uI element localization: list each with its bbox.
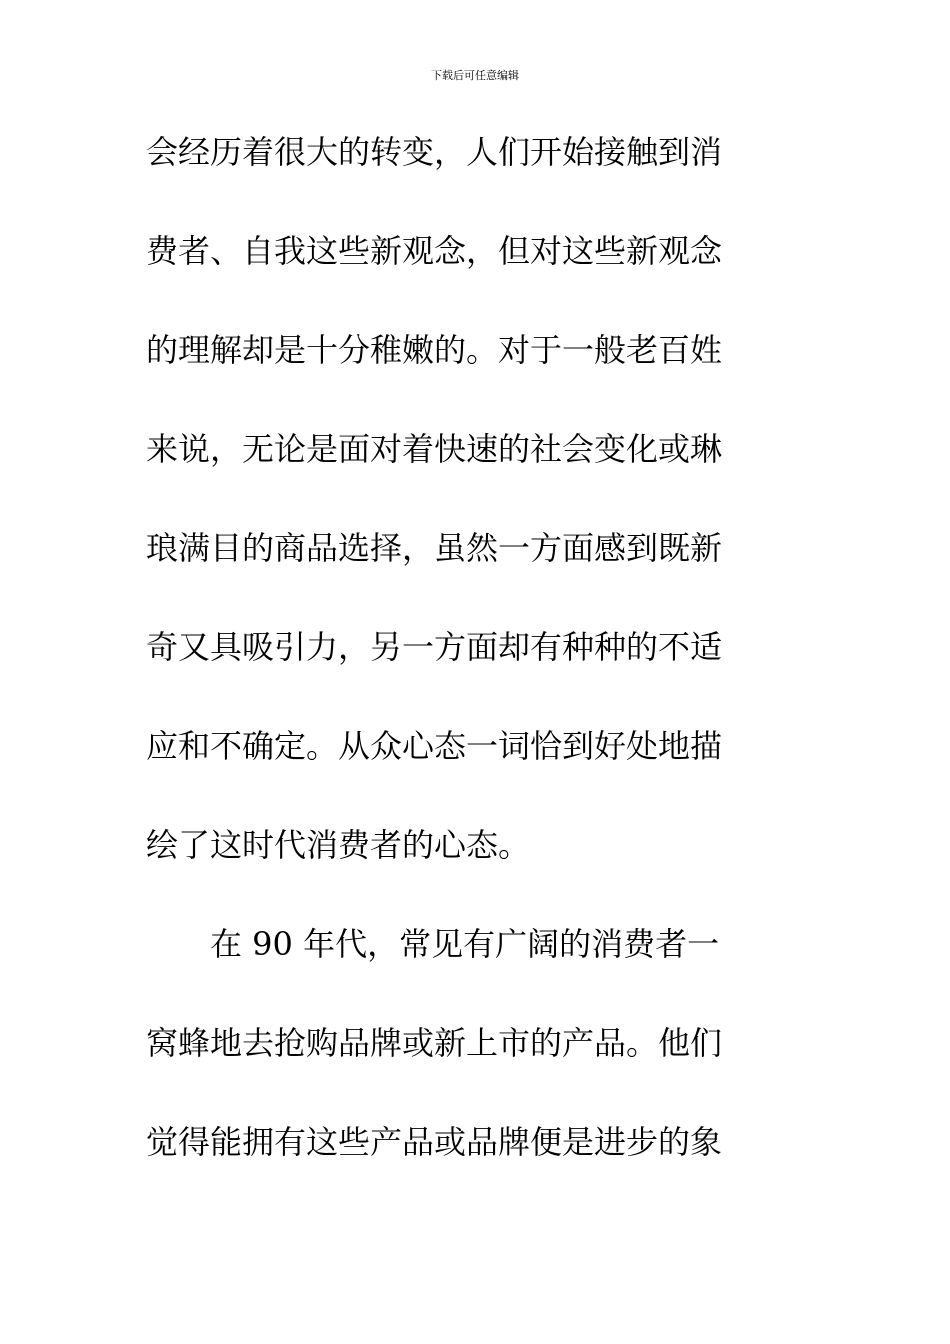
- text-line: 费者、自我这些新观念，但对这些新观念: [146, 232, 723, 270]
- paragraph-start-line: 在 90 年代，常见有广阔的消费者一: [146, 925, 720, 963]
- page-header-note: 下载后可任意编辑: [431, 69, 519, 82]
- text-line: 琅满目的商品选择，虽然一方面感到既新: [146, 529, 723, 567]
- text-line: 来说，无论是面对着快速的社会变化或琳: [146, 430, 723, 468]
- text-line: 绘了这时代消费者的心态。: [146, 826, 531, 864]
- text-line: 的理解却是十分稚嫩的。对于一般老百姓: [146, 331, 723, 369]
- document-body: [146, 128, 786, 1217]
- text-line: 觉得能拥有这些产品或品牌便是进步的象: [146, 1123, 723, 1161]
- text-line: 奇又具吸引力，另一方面却有种种的不适: [146, 628, 723, 666]
- text-line: 应和不确定。从众心态一词恰到好处地描: [146, 727, 723, 765]
- text-line: 窝蜂地去抢购品牌或新上市的产品。他们: [146, 1024, 723, 1062]
- text-line: 会经历着很大的转变，人们开始接触到消: [146, 133, 723, 171]
